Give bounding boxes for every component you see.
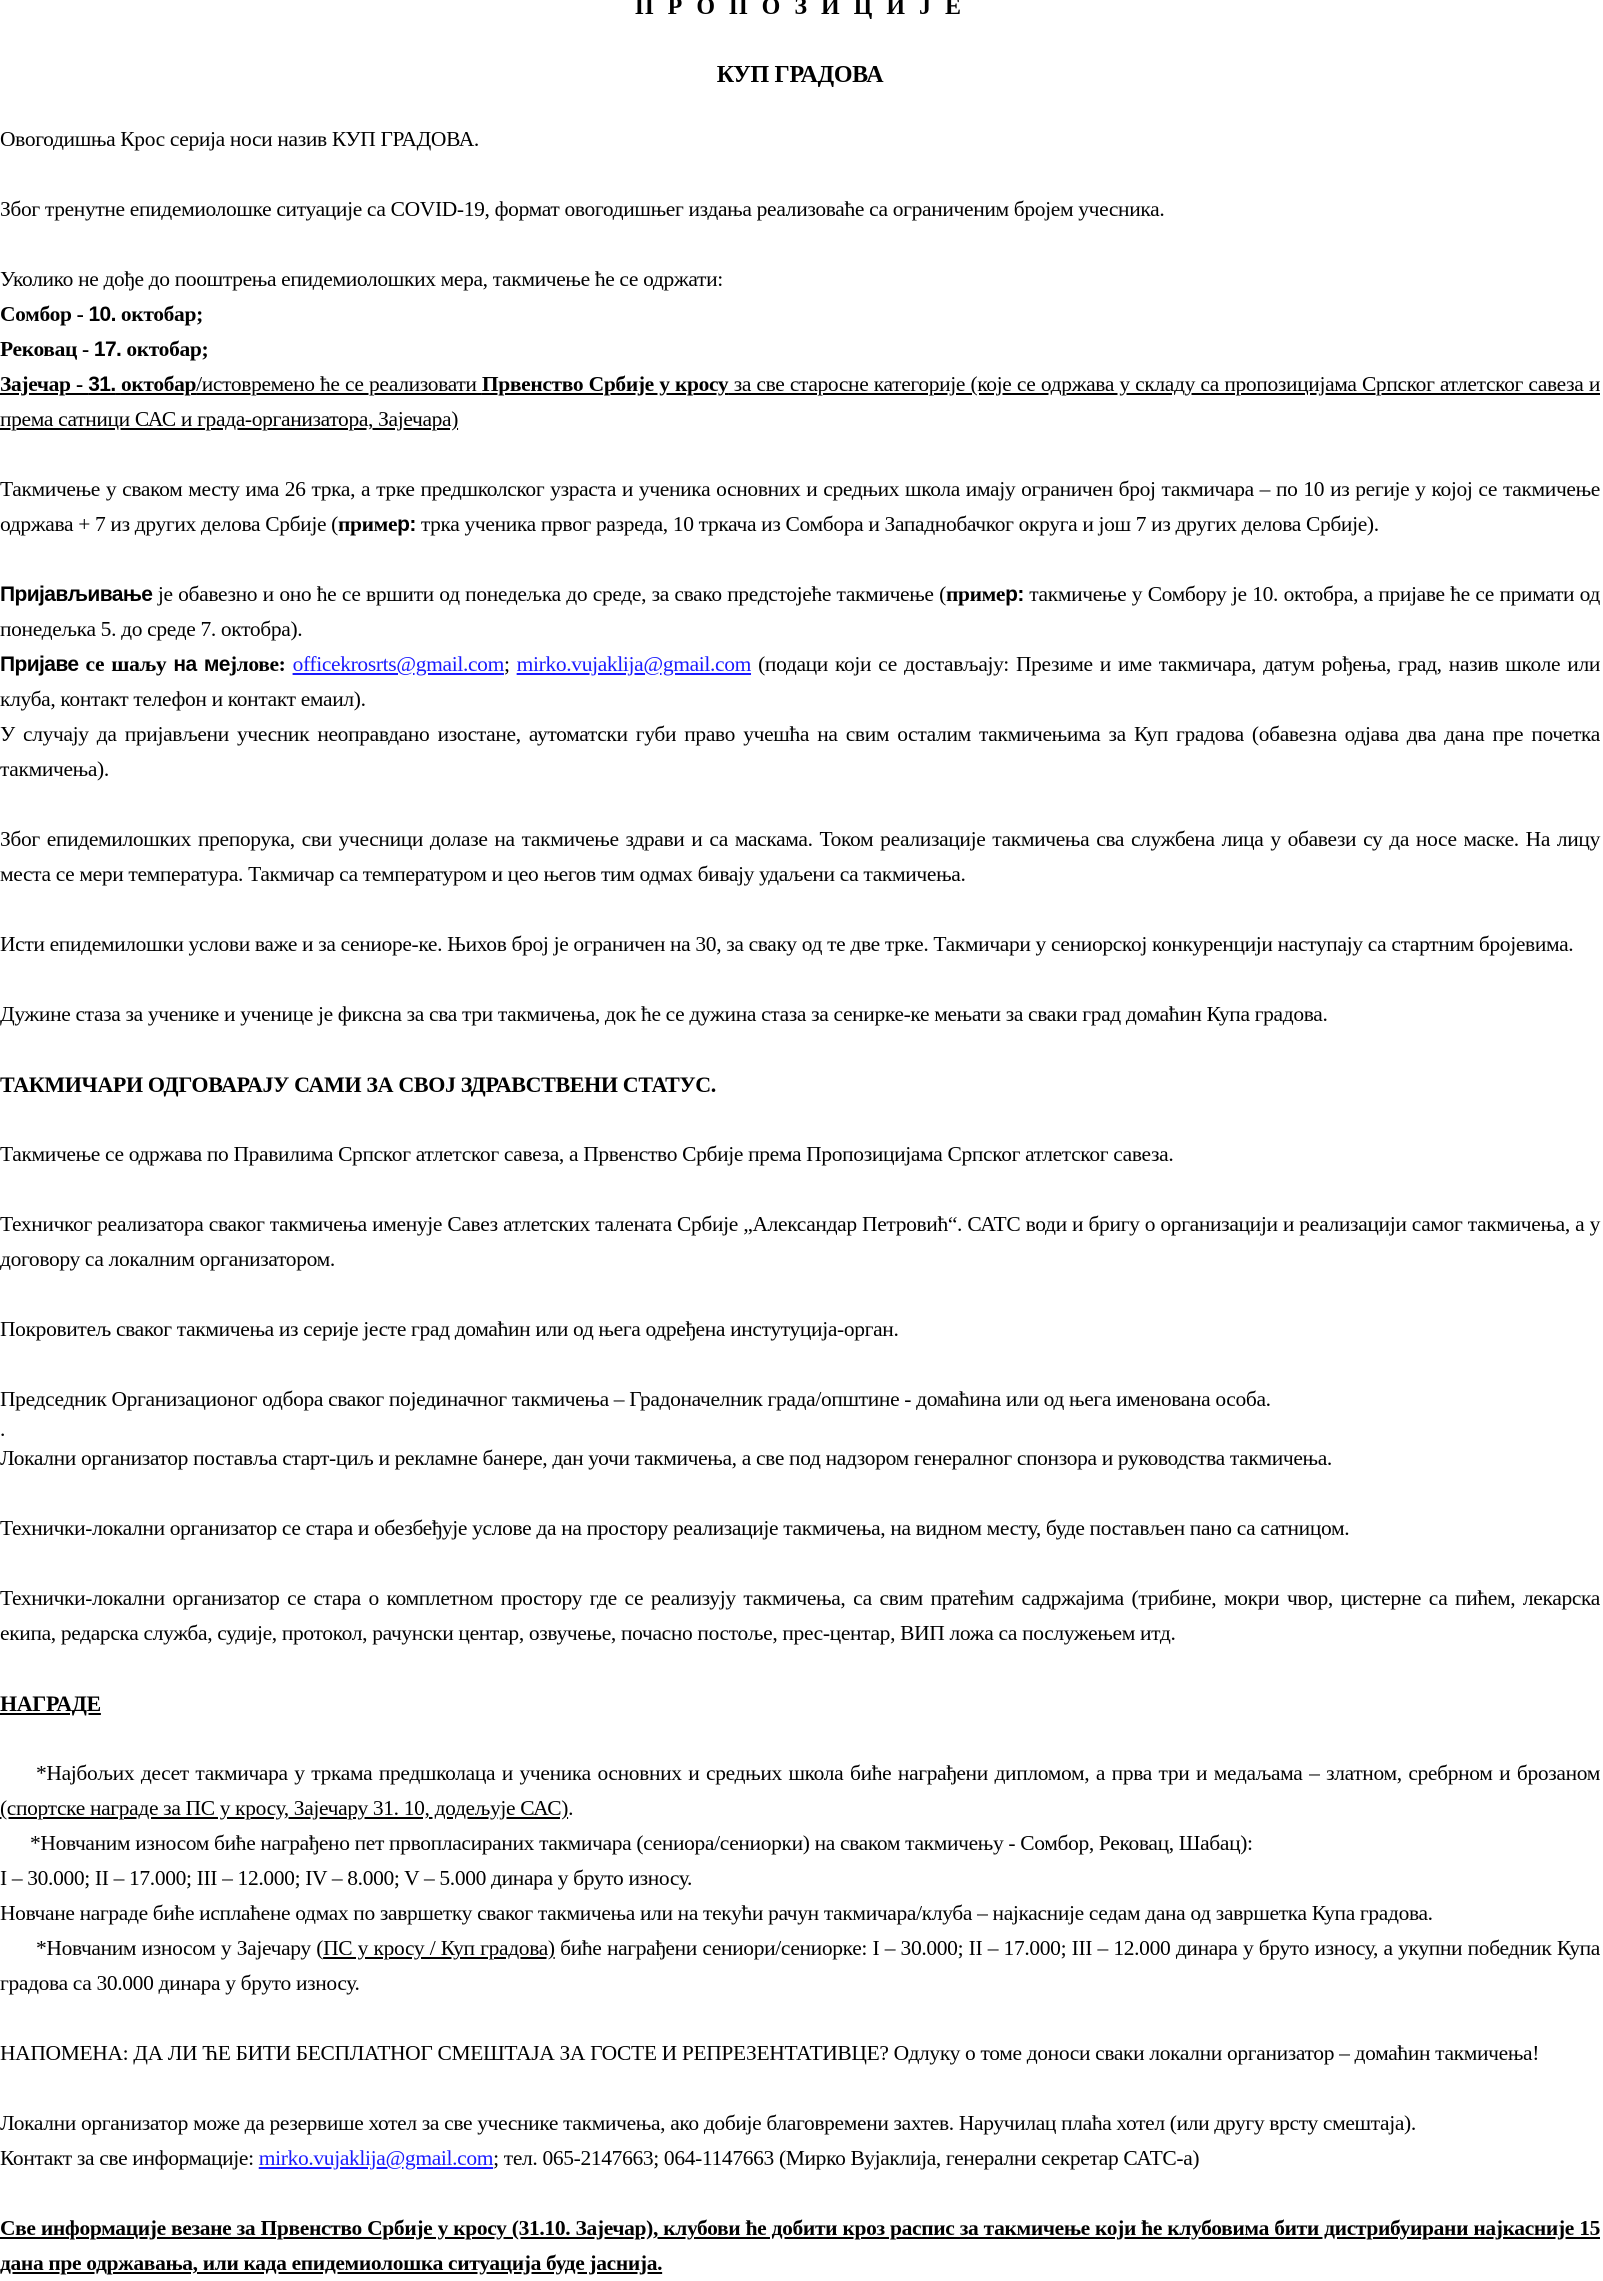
awards-heading: НАГРАДЕ	[0, 1691, 101, 1716]
emails-text-rest: (подаци који се достављају: Презиме и име такмичара, датум рођења, град, назив школе или клуба, контакт телефон и контакт емаил).	[0, 652, 1600, 711]
registration-text-1: је обавезно и оно ће се вршити од понедељка до среде, за свако предстојеће такмичење (	[152, 582, 946, 606]
contact-paragraph	[0, 2141, 1600, 2176]
races-paragraph	[0, 472, 1600, 542]
sombor-day: 10.	[88, 303, 116, 326]
awards-cash: *Новчаним износом биће награђено пет првопласираних такмичара (сениора/сениорки) на сваком такмичењу - Сомбор, Рековац, Шабац):	[30, 1831, 1253, 1855]
emails-label-b: се шаљу	[78, 652, 174, 676]
registration-example-label: приме	[945, 582, 1006, 606]
registration-text-2: такмичење у Сомбору је 10. октобра, а пријаве ће се примати од понедељка 5. до среде 7. октобра).	[0, 582, 1601, 641]
schedule-zajecar	[0, 367, 1600, 437]
awards-zajecar-event: ПС у кросу / Куп градова)	[323, 1936, 555, 1960]
note-paragraph: НАПОМЕНА: ДА ЛИ ЋЕ БИТИ БЕСПЛАТНОГ СМЕШТАЈА ЗА ГОСТЕ И РЕПРЕЗЕНТАТИВЦЕ? Одлуку о томе доноси сваки локални организатор – домаћин такмичења!	[0, 2041, 1540, 2065]
sombor-month: октобар;	[120, 302, 203, 326]
intro-paragraph: Овогодишња Крос серија носи назив КУП ГРАДОВА.	[0, 127, 479, 151]
board-paragraph: Технички-локални организатор се стара и обезбеђује услове да на простору реализације такмичења, на видном месту, буде постављен пано са сатницом.	[0, 1516, 1350, 1540]
document-subtitle: КУП ГРАДОВА	[716, 62, 884, 88]
final-notice: Све информације везане за Првенство Србије у кросу (31.10. Зајечар), клубови ће добити кроз распис за такмичење који ће клубовима бити дистрибуирани најкасније 15 дана пре одржавања, или када епидемиолошка ситуација буде јаснија.	[0, 2216, 1600, 2275]
registration-label: Пријављивање	[0, 583, 153, 606]
zajecar-day: 31.	[88, 373, 116, 396]
email-separator: ;	[503, 652, 517, 676]
local-organizer-paragraph: Локални организатор поставља старт-циљ и рекламне банере, дан уочи такмичења, а све под надзором генералног спонзора и руководства такмичења.	[0, 1446, 1332, 1470]
email-link-office[interactable]: officekrosrts@gmail.com	[292, 652, 504, 676]
contact-email-link[interactable]: mirko.vujaklija@gmail.com	[258, 2146, 494, 2170]
races-text-2: трка ученика првог разреда, 10 тркача из Сомбора и Западнобачког округа и још 7 из других делова Србије).	[415, 512, 1379, 536]
schedule-sombor	[0, 297, 1600, 332]
registration-example-colon: р:	[1005, 583, 1024, 606]
zajecar-text-2: за све старосне категорије (које се одржава у складу са пропозицијама Српског атлетског савеза и према сатници САС и града-организатора, Зајечара)	[0, 372, 1600, 431]
zajecar-text-1: /истовремено ће се реализовати	[196, 372, 482, 396]
seniors-paragraph: Исти епидемилошки услови важе и за сениоре-ке. Њихов број је ограничен на 30, за сваку од те две трке. Такмичари у сениорској конкуренцији наступају са стартним бројевима.	[0, 932, 1574, 956]
stray-dot: .	[0, 1417, 6, 1441]
contact-label: Контакт за све информације:	[0, 2146, 259, 2170]
awards-diplomas-note: (спортске награде за ПС у кросу, Зајечару 31. 10, додељује САС)	[0, 1796, 569, 1820]
awards-zajecar-text-1: *Новчаним износом у Зајечару (	[36, 1936, 324, 1960]
masks-paragraph: Због епидемилошких препорука, сви учесници долазе на такмичење здрави и са маскама. Током реализације такмичења сва службена лица у обавези су да носе маске. На лицу места се мери температура. Такмичар са температуром и цео његов тим одмах бивају удаљени са такмичења.	[0, 827, 1600, 886]
sombor-city: Сомбор -	[0, 302, 89, 326]
zajecar-championship: Првенство Србије у кросу	[481, 372, 729, 396]
technical-organizer-paragraph: Техничког реализатора сваког такмичења именује Савез атлетских талената Србије „Александар Петровић“. САТС води и бригу о организацији и реализацији самог такмичења, а у договору са локалним организатором.	[0, 1212, 1600, 1271]
emails-label-c: на ме	[173, 653, 230, 676]
awards-zajecar-text-2: биће награђени сениори/сениорке: I – 30.000; II – 17.000; III – 12.000 динара у бруто износу, а укупни победник Купа градова са 30.000 динара у бруто износу.	[0, 1936, 1600, 1995]
rekovac-city: Рековац -	[0, 337, 94, 361]
awards-payment: Новчане награде биће исплаћене одмах по завршетку сваког такмичења или на текући рачун такмичара/клуба – најкасније седам дана од завршетка Купа градова.	[0, 1901, 1433, 1925]
emails-label-a: Пријаве	[0, 653, 79, 676]
health-status-heading: ТАКМИЧАРИ ОДГОВАРАЈУ САМИ ЗА СВОЈ ЗДРАВСТВЕНИ СТАТУС.	[0, 1072, 716, 1097]
awards-diplomas-end: .	[568, 1796, 574, 1820]
absence-paragraph: У случају да пријављени учесник неоправдано изостане, аутоматски губи право учешћа на свим осталим такмичењима за Куп градова (обавезна одјава два дана пре почетка такмичења).	[0, 722, 1600, 781]
awards-diplomas	[0, 1756, 1600, 1826]
covid-paragraph: Због тренутне епидемиолошке ситуације са COVID-19, формат овогодишњег издања реализоваће са ограниченим бројем учесника.	[0, 197, 1165, 221]
document-title: П Р О П О З И Ц И Ј Е	[634, 0, 965, 20]
venue-paragraph: Технички-локални организатор се стара о комплетном простору где се реализују такмичења, са свим пратећим садржајима (трибине, мокри чвор, цистерне са пићем, лекарска екипа, редарска служба, судије, протокол, рачунски центар, озвучење, почасно постоље, прес-центар, ВИП ложа са послужењем итд.	[0, 1586, 1600, 1645]
patron-paragraph: Покровитељ сваког такмичења из серије јесте град домаћин или од њега одређена инстутуција-орган.	[0, 1317, 899, 1341]
races-example-label: приме	[338, 512, 398, 536]
races-example-colon: р:	[397, 513, 416, 536]
awards-amounts: I – 30.000; II – 17.000; III – 12.000; IV – 8.000; V – 5.000 динара у бруто износу.	[0, 1866, 693, 1890]
president-paragraph: Председник Организационог одбора сваког појединачног такмичења – Градоначелник града/општине - домаћина или од њега именована особа.	[0, 1387, 1271, 1411]
rekovac-day: 17.	[93, 338, 122, 361]
hotel-paragraph: Локални организатор може да резервише хотел за све учеснике такмичења, ако добије благовремени захтев. Наручилац плаћа хотел (или другу врсту смештаја).	[0, 2111, 1416, 2135]
schedule-intro: Уколико не дође до пооштрења епидемиолошких мера, такмичење ће се одржати:	[0, 267, 723, 291]
races-text-1: Такмичење у сваком месту има 26 трка, а трке предшколског узраста и ученика основних и средњих школа имају ограничен број такмичара – по 10 из регије у којој се такмичење одржава + 7 из других делова Србије (	[0, 477, 1600, 536]
lengths-paragraph: Дужине стаза за ученике и ученице је фиксна за сва три такмичења, док ће се дужина стаза за сенирке-ке мењати за сваки град домаћин Купа градова.	[0, 1002, 1328, 1026]
zajecar-city: Зајечар -	[0, 372, 89, 396]
awards-zajecar	[0, 1931, 1600, 2001]
contact-phones: ; тел. 065-2147663; 064-1147663 (Мирко Вујаклија, генерални секретар САТС-а)	[493, 2146, 1200, 2170]
registration-paragraph	[0, 577, 1600, 647]
zajecar-month: октобар	[120, 372, 197, 396]
awards-diplomas-text: *Најбољих десет такмичара у тркама предшколаца и ученика основних и средњих школа биће награђени дипломом, а прва три и медаљама – златном, сребрном и брозаном	[36, 1761, 1600, 1785]
email-link-mirko[interactable]: mirko.vujaklija@gmail.com	[516, 652, 752, 676]
emails-paragraph	[0, 647, 1600, 717]
rules-paragraph: Такмичење се одржава по Правилима Српског атлетског савеза, а Првенство Србије према Пропозицијама Српског атлетског савеза.	[0, 1142, 1174, 1166]
rekovac-month: октобар;	[126, 337, 209, 361]
emails-label-d: јлове:	[229, 652, 286, 676]
schedule-rekovac	[0, 332, 1600, 367]
